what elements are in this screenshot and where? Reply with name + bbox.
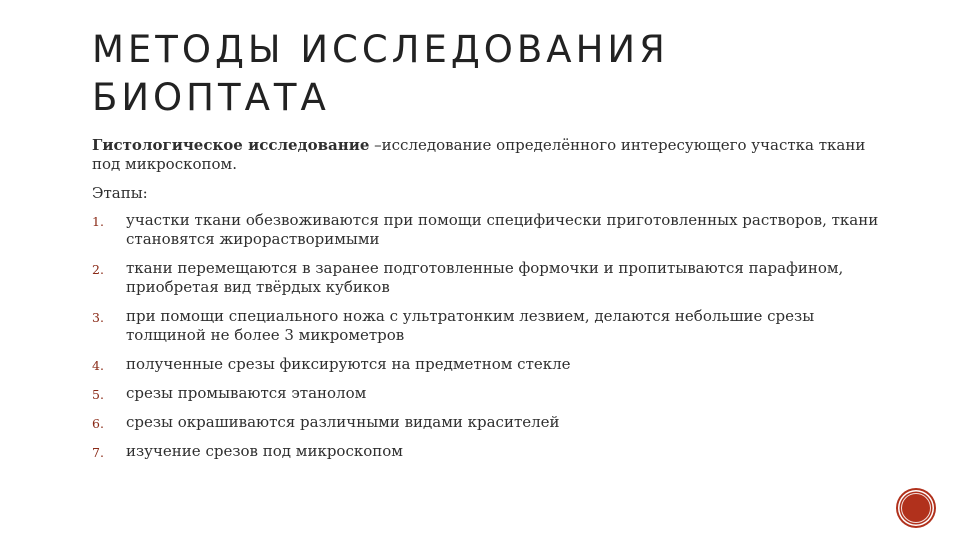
step-number: 2. bbox=[92, 262, 104, 277]
stages-label: Этапы: bbox=[92, 184, 148, 202]
step-text: при помощи специального ножа с ультратонким лезвием, делаются небольшие срезы толщиной не более 3 микрометров bbox=[126, 307, 815, 344]
step-text: изучение срезов под микроскопом bbox=[126, 442, 403, 460]
step-text: срезы окрашиваются различными видами красителей bbox=[126, 413, 560, 431]
intro-definition: –исследование определённого интересующего участка ткани под микроскопом. bbox=[92, 136, 866, 173]
badge-ring-icon bbox=[901, 493, 931, 523]
intro-term: Гистологическое исследование bbox=[92, 136, 370, 154]
step-text: срезы промываются этанолом bbox=[126, 384, 367, 402]
slide-title bbox=[92, 26, 852, 122]
step-number: 3. bbox=[92, 310, 104, 325]
list-item bbox=[92, 259, 882, 297]
step-number: 6. bbox=[92, 416, 104, 431]
list-item bbox=[92, 413, 882, 432]
title-line-1: МЕТОДЫ ИССЛЕДОВАНИЯ bbox=[92, 28, 669, 71]
list-item bbox=[92, 384, 882, 403]
steps-list bbox=[92, 211, 882, 461]
step-text: полученные срезы фиксируются на предметном стекле bbox=[126, 355, 571, 373]
list-item bbox=[92, 307, 882, 345]
list-item bbox=[92, 355, 882, 374]
page-number-badge bbox=[898, 490, 934, 526]
slide-content bbox=[92, 136, 882, 471]
step-text: участки ткани обезвоживаются при помощи специфически приготовленных растворов, ткани становятся жирорастворимыми bbox=[126, 211, 879, 248]
step-number: 5. bbox=[92, 387, 104, 402]
step-number: 4. bbox=[92, 358, 104, 373]
title-line-2: БИОПТАТА bbox=[92, 76, 330, 119]
list-item bbox=[92, 211, 882, 249]
step-number: 7. bbox=[92, 445, 104, 460]
step-number: 1. bbox=[92, 214, 104, 229]
step-text: ткани перемещаются в заранее подготовленные формочки и пропитываются парафином, приобретая вид твёрдых кубиков bbox=[126, 259, 844, 296]
list-item bbox=[92, 442, 882, 461]
intro-paragraph bbox=[92, 136, 882, 174]
